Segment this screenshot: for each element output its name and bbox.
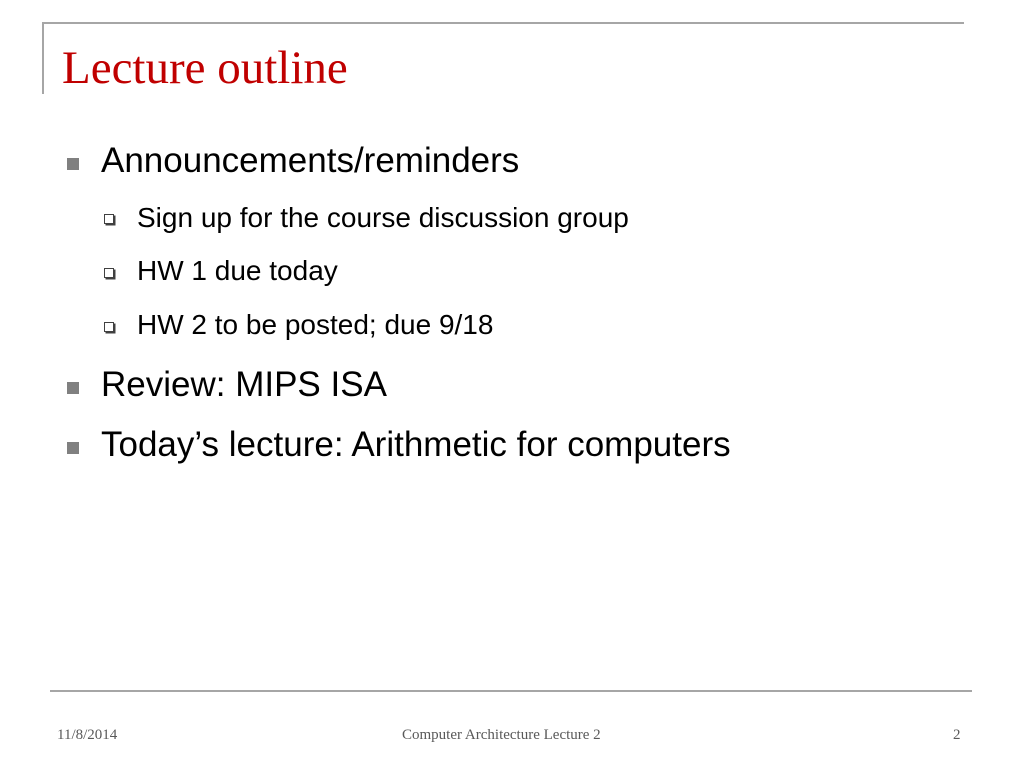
footer-date: 11/8/2014 — [57, 727, 118, 743]
sub-bullet-text: HW 2 to be posted; due 9/18 — [137, 309, 494, 340]
footer-page-number: 2 — [953, 727, 961, 743]
bullet-text: Announcements/reminders — [101, 141, 520, 180]
sub-bullet-item — [137, 253, 338, 289]
sub-bullet-item — [137, 200, 629, 236]
footer-rule — [50, 690, 972, 692]
sub-bullet-item — [137, 307, 493, 343]
bullet-text: Today’s lecture: Arithmetic for computers — [101, 425, 731, 464]
bullet-item — [101, 423, 731, 467]
slide-title: Lecture outline — [62, 42, 348, 94]
filled-square-bullet-icon — [67, 158, 79, 170]
hollow-square-bullet-icon — [104, 322, 114, 332]
bullet-text: Review: MIPS ISA — [101, 365, 387, 404]
hollow-square-bullet-icon — [104, 268, 114, 278]
bullet-item — [101, 363, 387, 407]
bullet-item — [101, 139, 519, 183]
filled-square-bullet-icon — [67, 442, 79, 454]
sub-bullet-text: HW 1 due today — [137, 255, 338, 286]
footer-course-title: Computer Architecture Lecture 2 — [402, 727, 601, 743]
hollow-square-bullet-icon — [104, 214, 114, 224]
filled-square-bullet-icon — [67, 382, 79, 394]
sub-bullet-text: Sign up for the course discussion group — [137, 202, 629, 233]
